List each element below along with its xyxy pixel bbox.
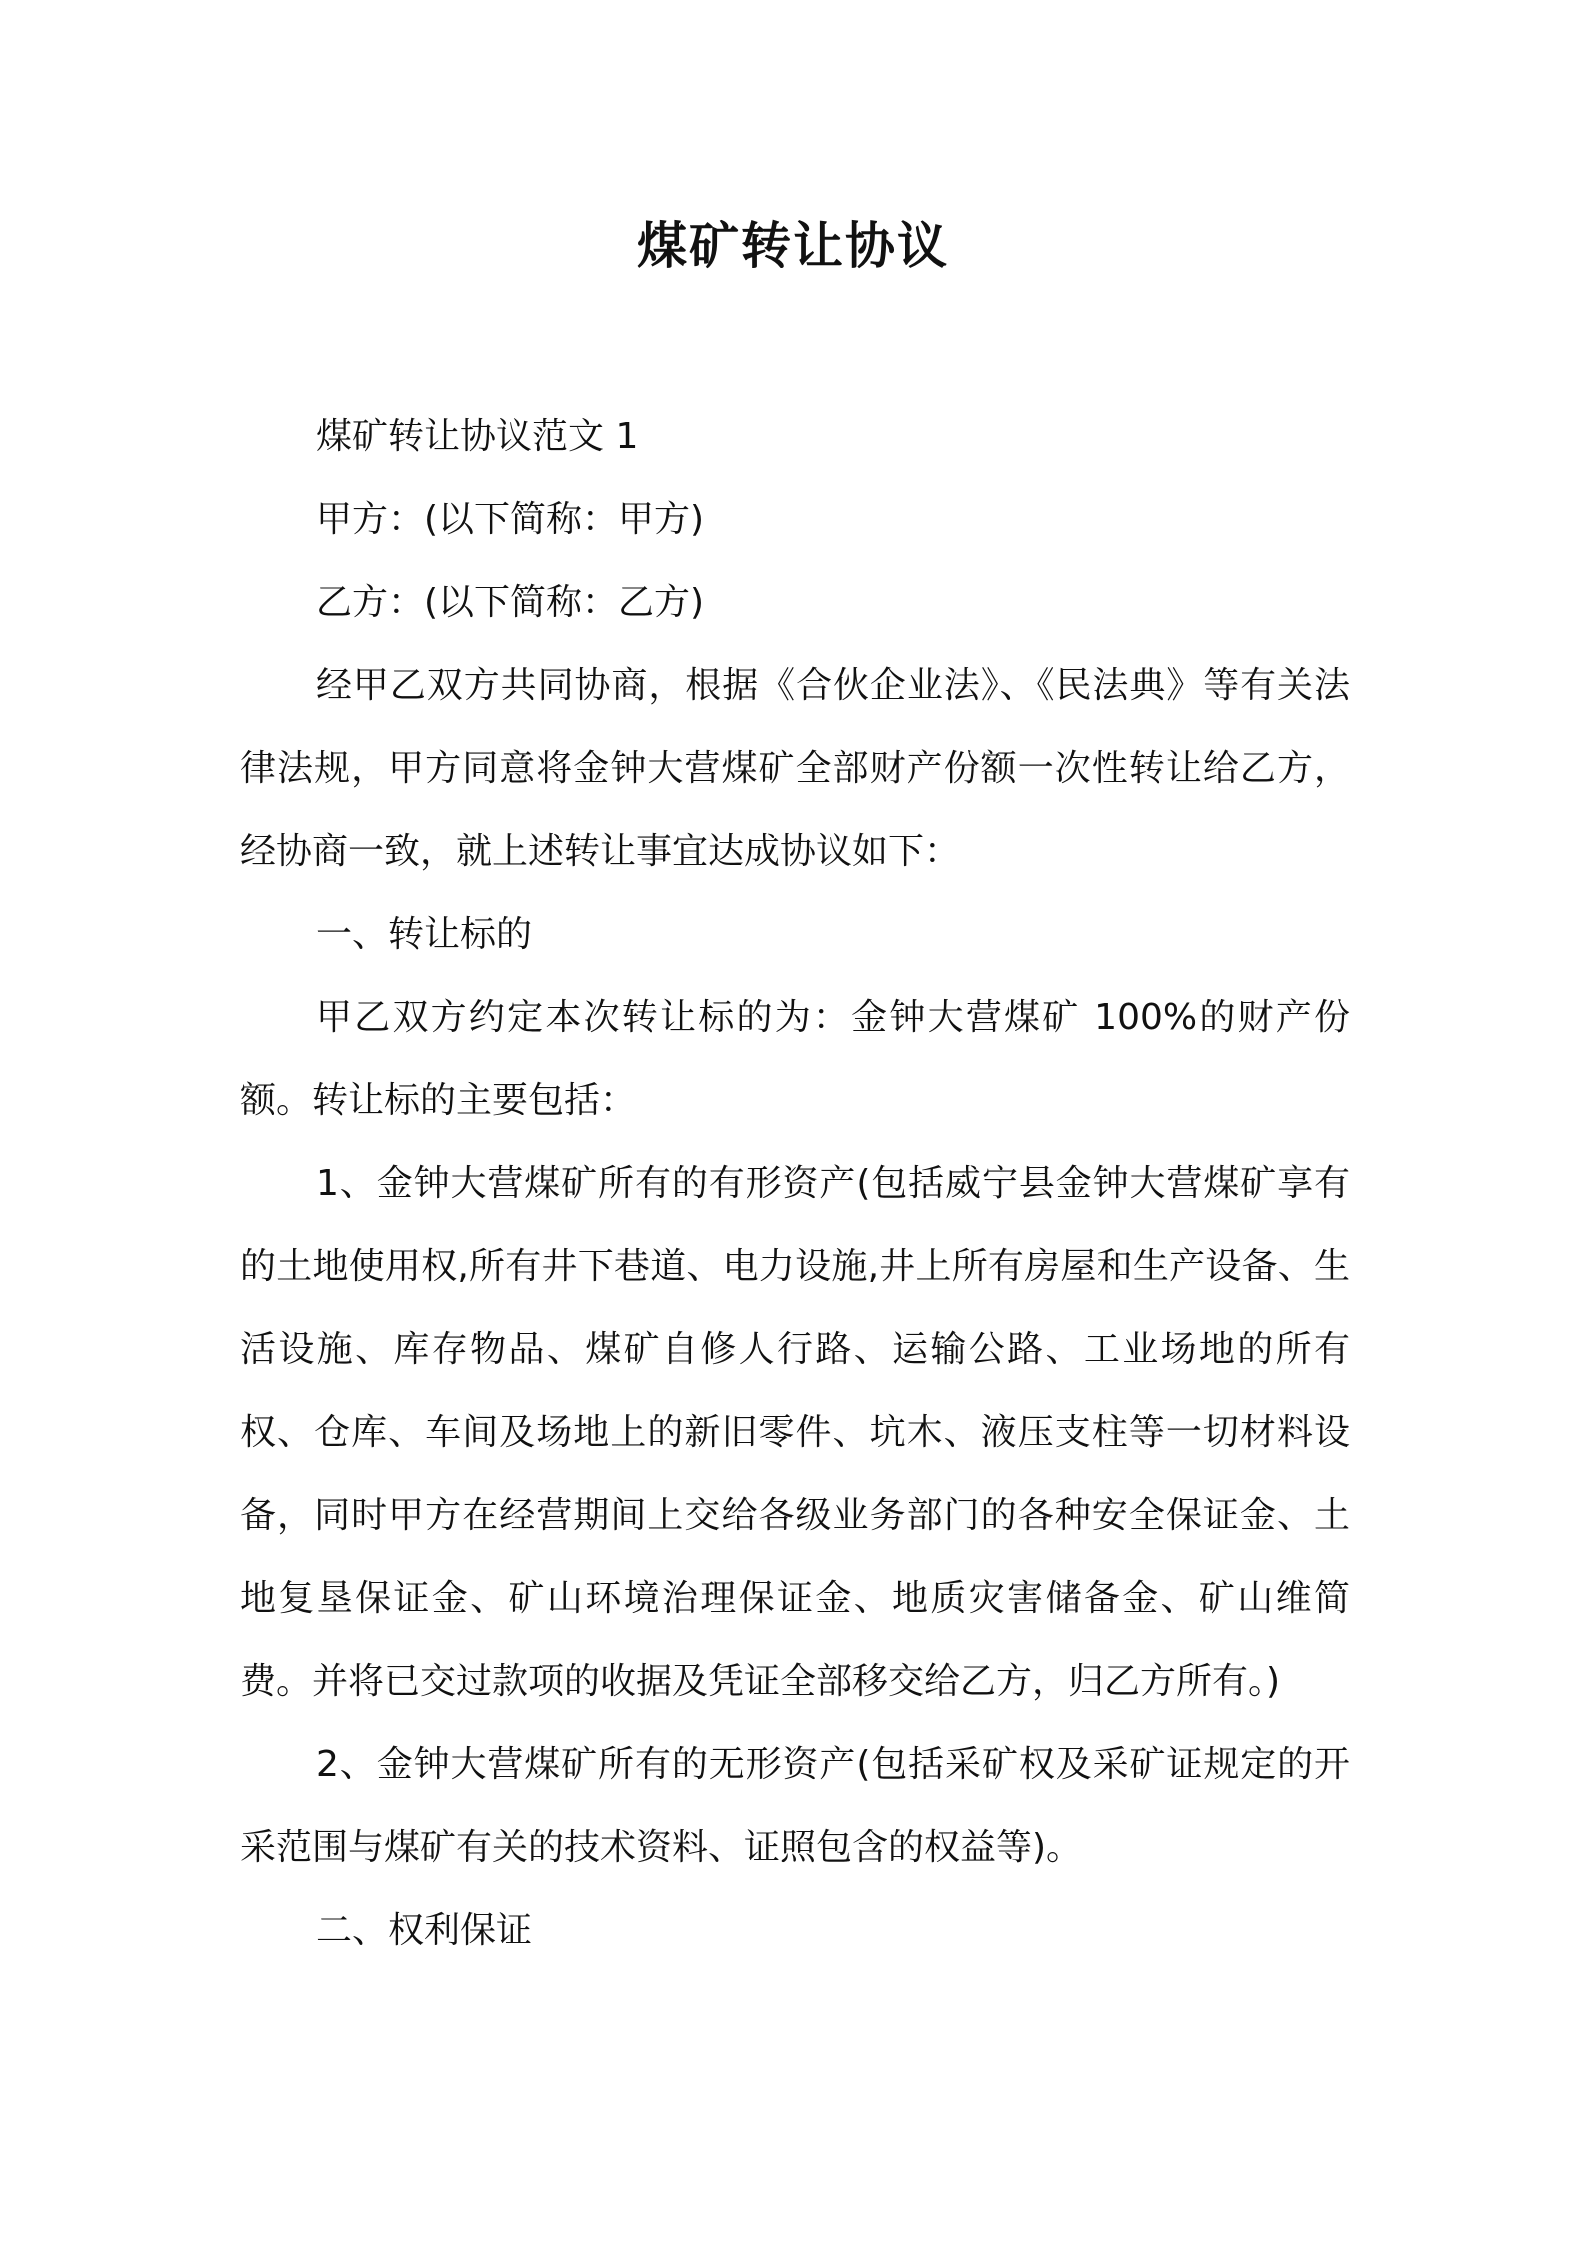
tangible-assets-paragraph: 1、金钟大营煤矿所有的有形资产(包括威宁县金钟大营煤矿享有的土地使用权,所有井下巷道、电力设施,井上所有房屋和生产设备、生活设施、库存物品、煤矿自修人行路、运输公路、工业场地的所有权、仓库、车间及场地上的新旧零件、坑木、液压支柱等一切材料设备，同时甲方在经营期间上交给各级业务部门的各种安全保证金、土地复垦保证金、矿山环境治理保证金、地质灾害储备金、矿山维简费。并将已交过款项的收据及凭证全部移交给乙方，归乙方所有。)	[240, 1163, 1350, 1702]
party-b-line: 乙方：(以下简称：乙方)	[316, 582, 705, 623]
transfer-subject-paragraph: 甲乙双方约定本次转让标的为：金钟大营煤矿 100%的财产份额。转让标的主要包括：	[240, 997, 1350, 1121]
intangible-assets-paragraph: 2、金钟大营煤矿所有的无形资产(包括采矿权及采矿证规定的开采范围与煤矿有关的技术资料、证照包含的权益等)。	[240, 1744, 1350, 1868]
sample-heading: 煤矿转让协议范文 1	[316, 416, 639, 457]
document-body	[240, 395, 1350, 1972]
document-title: 煤矿转让协议	[637, 217, 949, 275]
preamble-paragraph: 经甲乙双方共同协商，根据《合伙企业法》、《民法典》等有关法律法规，甲方同意将金钟大营煤矿全部财产份额一次性转让给乙方，经协商一致，就上述转让事宜达成协议如下：	[240, 665, 1350, 872]
section-heading-rights-guarantee: 二、权利保证	[316, 1910, 533, 1951]
section-heading-transfer-subject: 一、转让标的	[316, 914, 533, 955]
party-a-line: 甲方：(以下简称：甲方)	[316, 499, 705, 540]
